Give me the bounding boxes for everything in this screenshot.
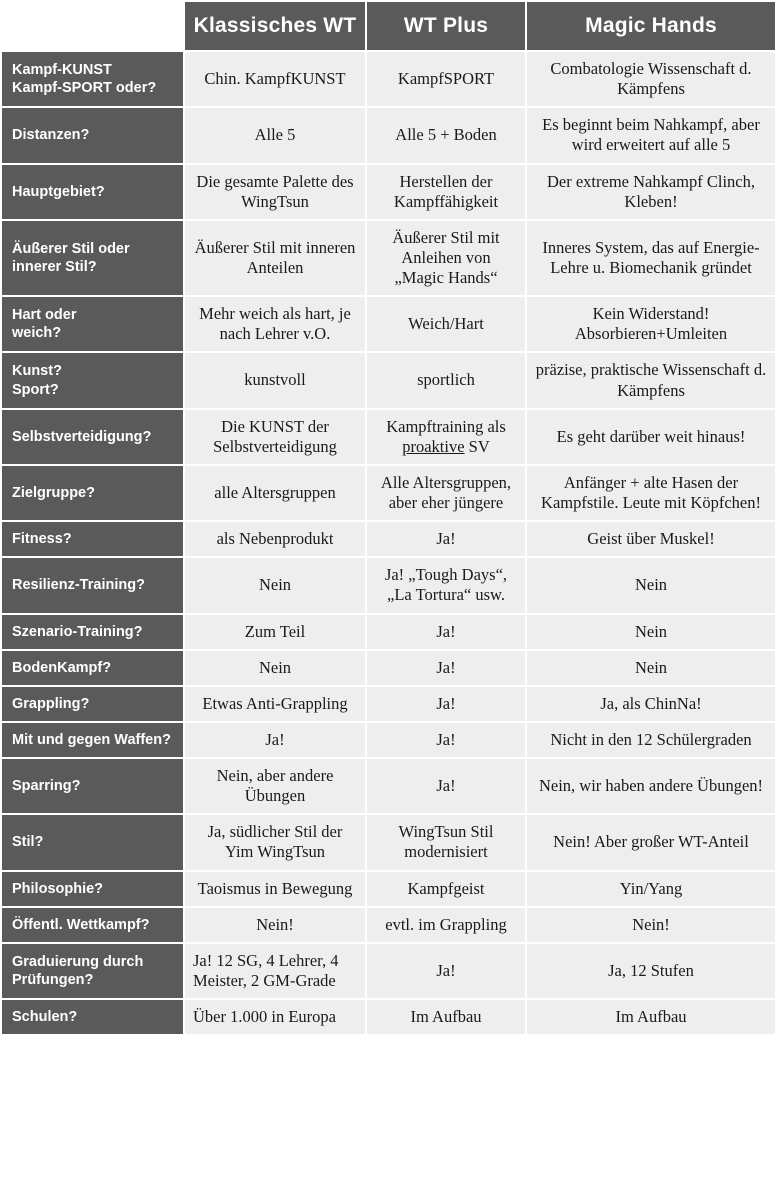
table-cell: evtl. im Grappling	[366, 907, 526, 943]
table-row	[1, 686, 775, 722]
table-cell: als Nebenprodukt	[184, 521, 366, 557]
table-row	[1, 814, 775, 870]
table-row	[1, 943, 775, 999]
table-cell: Herstellen der Kampffähigkeit	[366, 164, 526, 220]
row-header: Zielgruppe?	[1, 465, 184, 521]
table-cell: Im Aufbau	[526, 999, 775, 1035]
table-cell: Kein Widerstand! Absorbieren+Umleiten	[526, 296, 775, 352]
table-cell: präzise, praktische Wissenschaft d. Kämpfens	[526, 352, 775, 408]
table-cell: Nein	[184, 557, 366, 613]
table-cell: Etwas Anti-Grappling	[184, 686, 366, 722]
row-header: Kunst? Sport?	[1, 352, 184, 408]
column-header-magic-hands: Magic Hands	[526, 1, 775, 51]
row-header: Hart oder weich?	[1, 296, 184, 352]
table-cell: Alle 5 + Boden	[366, 107, 526, 163]
table-body	[1, 51, 775, 1035]
table-row	[1, 871, 775, 907]
table-header	[1, 1, 775, 51]
table-cell: Taoismus in Bewegung	[184, 871, 366, 907]
table-row	[1, 220, 775, 296]
row-header: Öffentl. Wettkampf?	[1, 907, 184, 943]
table-cell: sportlich	[366, 352, 526, 408]
table-row	[1, 521, 775, 557]
table-cell: Nein	[526, 614, 775, 650]
table-cell: Chin. KampfKUNST	[184, 51, 366, 107]
table-cell: Ja!	[366, 943, 526, 999]
table-cell: Ja! 12 SG, 4 Lehrer, 4 Meister, 2 GM-Grade	[184, 943, 366, 999]
table-cell: Im Aufbau	[366, 999, 526, 1035]
table-cell: Ja!	[366, 722, 526, 758]
row-header: Mit und gegen Waffen?	[1, 722, 184, 758]
table-row	[1, 650, 775, 686]
table-row	[1, 557, 775, 613]
table-cell: Geist über Muskel!	[526, 521, 775, 557]
table-cell: Anfänger + alte Hasen der Kampfstile. Leute mit Köpfchen!	[526, 465, 775, 521]
table-cell: Ja, als ChinNa!	[526, 686, 775, 722]
table-cell: Ja!	[184, 722, 366, 758]
column-header-wt-plus: WT Plus	[366, 1, 526, 51]
table-corner-cell	[1, 1, 184, 51]
table-cell: Nein, aber andere Übungen	[184, 758, 366, 814]
table-cell: Äußerer Stil mit inneren Anteilen	[184, 220, 366, 296]
row-header: BodenKampf?	[1, 650, 184, 686]
table-row	[1, 722, 775, 758]
row-header: Äußerer Stil oder innerer Stil?	[1, 220, 184, 296]
table-cell: Äußerer Stil mit Anleihen von „Magic Hands“	[366, 220, 526, 296]
table-cell: Nein, wir haben andere Übungen!	[526, 758, 775, 814]
table-row	[1, 51, 775, 107]
table-cell: Kampfgeist	[366, 871, 526, 907]
table-cell: Weich/Hart	[366, 296, 526, 352]
row-header: Sparring?	[1, 758, 184, 814]
table-row	[1, 907, 775, 943]
table-row	[1, 296, 775, 352]
table-row	[1, 999, 775, 1035]
table-cell: Nein	[526, 650, 775, 686]
table-cell: Ja! „Tough Days“, „La Tortura“ usw.	[366, 557, 526, 613]
table-row	[1, 465, 775, 521]
table-cell: KampfSPORT	[366, 51, 526, 107]
row-header: Fitness?	[1, 521, 184, 557]
table-row	[1, 164, 775, 220]
table-cell: Inneres System, das auf Energie-Lehre u. Biomechanik gründet	[526, 220, 775, 296]
row-header: Distanzen?	[1, 107, 184, 163]
table-cell: Mehr weich als hart, je nach Lehrer v.O.	[184, 296, 366, 352]
table-cell: Alle Altersgruppen, aber eher jüngere	[366, 465, 526, 521]
table-cell: Ja, südlicher Stil der Yim WingTsun	[184, 814, 366, 870]
table-cell: Nein	[526, 557, 775, 613]
table-row	[1, 614, 775, 650]
table-cell: WingTsun Stil modernisiert	[366, 814, 526, 870]
table-row	[1, 409, 775, 465]
row-header: Philosophie?	[1, 871, 184, 907]
row-header: Selbstverteidigung?	[1, 409, 184, 465]
table-cell: Über 1.000 in Europa	[184, 999, 366, 1035]
row-header: Graduierung durch Prüfungen?	[1, 943, 184, 999]
row-header: Szenario-Training?	[1, 614, 184, 650]
table-cell: Ja!	[366, 758, 526, 814]
row-header: Kampf-KUNST Kampf-SPORT oder?	[1, 51, 184, 107]
table-cell: Combatologie Wissenschaft d. Kämpfens	[526, 51, 775, 107]
table-cell: kunstvoll	[184, 352, 366, 408]
table-cell: Nein!	[184, 907, 366, 943]
table-cell: Die KUNST der Selbstverteidigung	[184, 409, 366, 465]
row-header: Stil?	[1, 814, 184, 870]
table-cell: Nicht in den 12 Schülergraden	[526, 722, 775, 758]
row-header: Resilienz-Training?	[1, 557, 184, 613]
table-cell: Ja!	[366, 686, 526, 722]
table-cell: Alle 5	[184, 107, 366, 163]
table-cell: Die gesamte Palette des WingTsun	[184, 164, 366, 220]
table-cell: Es geht darüber weit hinaus!	[526, 409, 775, 465]
table-cell: alle Altersgruppen	[184, 465, 366, 521]
table-cell: Ja!	[366, 650, 526, 686]
table-row	[1, 352, 775, 408]
table-row	[1, 107, 775, 163]
table-cell: Nein! Aber großer WT-Anteil	[526, 814, 775, 870]
table-row	[1, 758, 775, 814]
table-cell: Nein	[184, 650, 366, 686]
table-cell: Ja!	[366, 614, 526, 650]
table-cell: Kampftraining als proaktive SV	[366, 409, 526, 465]
column-header-klassisches-wt: Klassisches WT	[184, 1, 366, 51]
table-cell: Zum Teil	[184, 614, 366, 650]
row-header: Schulen?	[1, 999, 184, 1035]
table-cell: Der extreme Nahkampf Clinch, Kleben!	[526, 164, 775, 220]
row-header: Grappling?	[1, 686, 184, 722]
table-cell: Ja!	[366, 521, 526, 557]
table-header-row	[1, 1, 775, 51]
row-header: Hauptgebiet?	[1, 164, 184, 220]
table-cell: Es beginnt beim Nahkampf, aber wird erweitert auf alle 5	[526, 107, 775, 163]
table-cell: Ja, 12 Stufen	[526, 943, 775, 999]
table-cell: Yin/Yang	[526, 871, 775, 907]
table-cell: Nein!	[526, 907, 775, 943]
